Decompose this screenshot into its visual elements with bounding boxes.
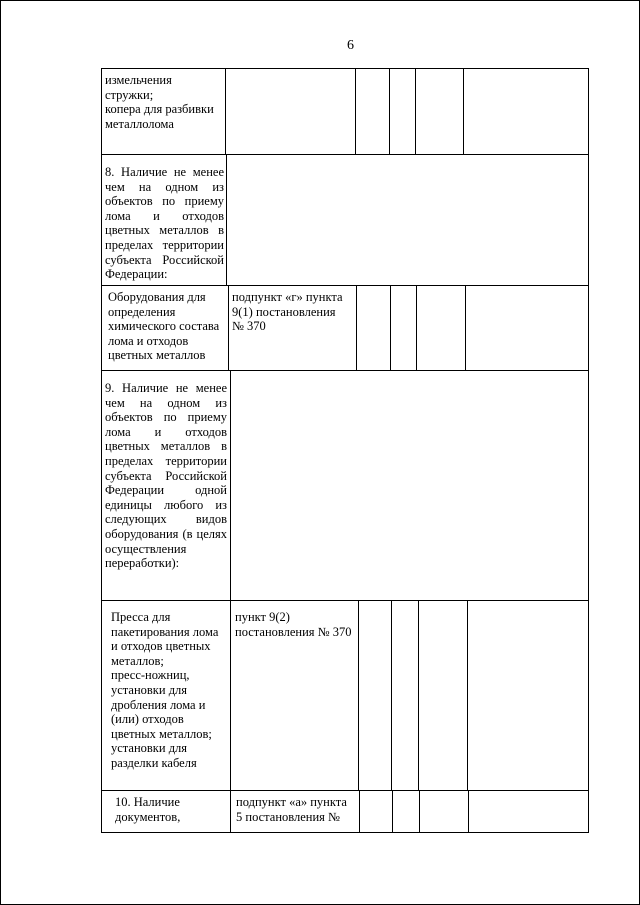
table-horizontal-rule [101, 68, 589, 69]
table-vertical-rule [228, 285, 229, 370]
table-cell-legal-basis: подпункт «а» пункта 5 постановления № [236, 795, 347, 824]
table-vertical-rule [101, 370, 102, 600]
table-vertical-rule [230, 600, 231, 790]
table-vertical-rule [588, 154, 589, 285]
table-vertical-rule [588, 600, 589, 790]
table-vertical-rule [468, 790, 469, 832]
table-vertical-rule [419, 790, 420, 832]
table-vertical-rule [588, 790, 589, 832]
table-cell-legal-basis: пункт 9(2) постановления № 370 [235, 610, 352, 639]
table-vertical-rule [101, 285, 102, 370]
table-horizontal-rule [101, 154, 589, 155]
table-vertical-rule [390, 285, 391, 370]
table-horizontal-rule [101, 790, 589, 791]
table-cell-requirement: 10. Наличие документов, [115, 795, 181, 824]
table-vertical-rule [467, 600, 468, 790]
table-cell-legal-basis: подпункт «г» пункта 9(1) постановления № 370 [232, 290, 343, 334]
table-vertical-rule [389, 68, 390, 154]
table-vertical-rule [415, 68, 416, 154]
table-cell-requirement: Оборудования для определения химического состава лома и отходов цветных металлов [108, 290, 220, 363]
page-number: 6 [347, 38, 354, 53]
table-vertical-rule [225, 68, 226, 154]
table-vertical-rule [358, 600, 359, 790]
table-cell-requirement: Пресса для пакетирования лома и отходов цветных металлов; пресс-ножниц, установки для дробления лома и (или) отходов цветных металлов; установки для разделки кабеля [111, 610, 219, 770]
table-vertical-rule [101, 68, 102, 154]
table-vertical-rule [465, 285, 466, 370]
table-vertical-rule [416, 285, 417, 370]
table-vertical-rule [463, 68, 464, 154]
table-vertical-rule [359, 790, 360, 832]
table-vertical-rule [101, 600, 102, 790]
table-cell-requirement: измельчения стружки; копера для разбивки металлолома [105, 73, 214, 131]
table-horizontal-rule [101, 285, 589, 286]
table-vertical-rule [391, 600, 392, 790]
table-vertical-rule [588, 68, 589, 154]
table-horizontal-rule [101, 600, 589, 601]
table-vertical-rule [392, 790, 393, 832]
table-cell-requirement: 8. Наличие не менее чем на одном из объектов по приему лома и отходов цветных металлов в пределах территории субъекта Российской Федерации: [105, 165, 224, 282]
table-vertical-rule [355, 68, 356, 154]
table-vertical-rule [226, 154, 227, 285]
table-vertical-rule [230, 790, 231, 832]
table-cell-requirement: 9. Наличие не менее чем на одном из объектов по приему лома и отходов цветных металлов в пределах территории субъекта Российской Федерации одной единицы любого из следующих видов оборудования (в целях осуществления переработки): [105, 381, 227, 571]
table-vertical-rule [356, 285, 357, 370]
table-vertical-rule [101, 790, 102, 832]
table-vertical-rule [588, 370, 589, 600]
table-vertical-rule [101, 154, 102, 285]
table-vertical-rule [230, 370, 231, 600]
table-vertical-rule [588, 285, 589, 370]
table-horizontal-rule [101, 370, 589, 371]
table-horizontal-rule [101, 832, 589, 833]
table-vertical-rule [418, 600, 419, 790]
